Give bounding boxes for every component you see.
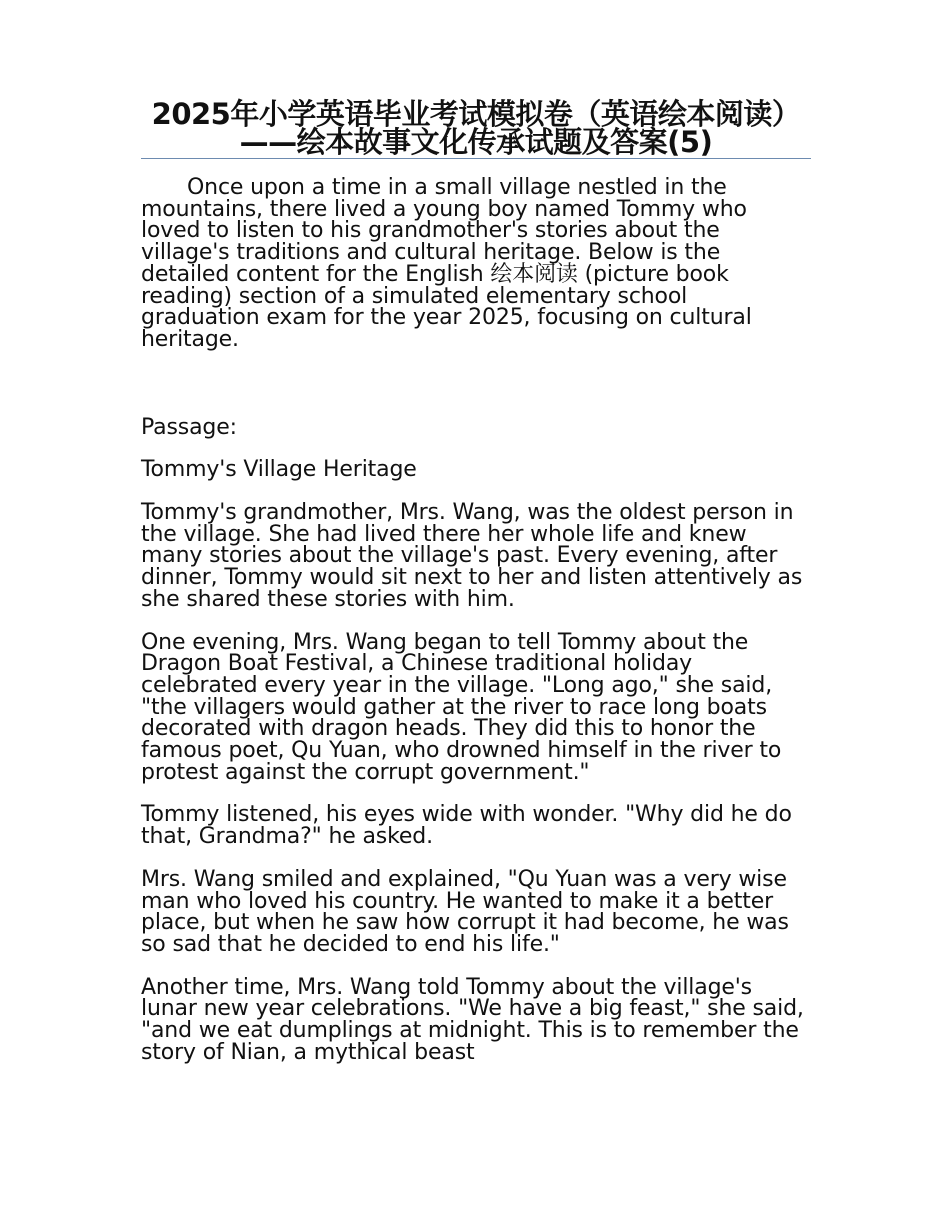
story-paragraph-3: Tommy listened, his eyes wide with wonder. "Why did he do that, Grandma?" he asked. [141, 802, 792, 850]
spacer [141, 438, 811, 459]
story-paragraph-5: Another time, Mrs. Wang told Tommy about the village's lunar new year celebrations. "We have a big feast," she said, "and we eat dumplings at midnight. This is to remember the story of Nian, a mythical beast [141, 974, 804, 1065]
spacer [141, 351, 811, 417]
spacer [141, 481, 811, 502]
intro-paragraph: Once upon a time in a small village nestled in the mountains, there lived a young boy named Tommy who loved to listen to his grandmother's stories about the village's traditions and cultural heritage. Below is the detailed content for the English 绘本阅读 (picture book reading) section of a simulated elementary school graduation exam for the year 2025, focusing on cultural heritage. [141, 175, 752, 352]
passage-label: Passage: [141, 414, 237, 440]
spacer [141, 783, 811, 804]
document-page [141, 97, 811, 1065]
story-title: Tommy's Village Heritage [141, 457, 417, 483]
story-paragraph-4: Mrs. Wang smiled and explained, "Qu Yuan was a very wise man who loved his country. He wanted to make it a better place, but when he saw how corrupt it had become, he was so sad that he decided to end his life." [141, 866, 789, 957]
story-paragraph-2: One evening, Mrs. Wang began to tell Tommy about the Dragon Boat Festival, a Chinese traditional holiday celebrated every year in the village. "Long ago," she said, "the villagers would gather at the river to race long boats decorated with dragon heads. They did this to honor the famous poet, Qu Yuan, who drowned himself in the river to protest against the corrupt government." [141, 629, 782, 785]
spacer [141, 611, 811, 632]
spacer [141, 956, 811, 977]
spacer [141, 848, 811, 869]
story-paragraph-1: Tommy's grandmother, Mrs. Wang, was the oldest person in the village. She had lived there her whole life and knew many stories about the village's past. Every evening, after dinner, Tommy would sit next to her and listen attentively as she shared these stories with him. [141, 500, 803, 612]
document-title: 2025年小学英语毕业考试模拟卷（英语绘本阅读）——绘本故事文化传承试题及答案(5) [151, 97, 801, 159]
